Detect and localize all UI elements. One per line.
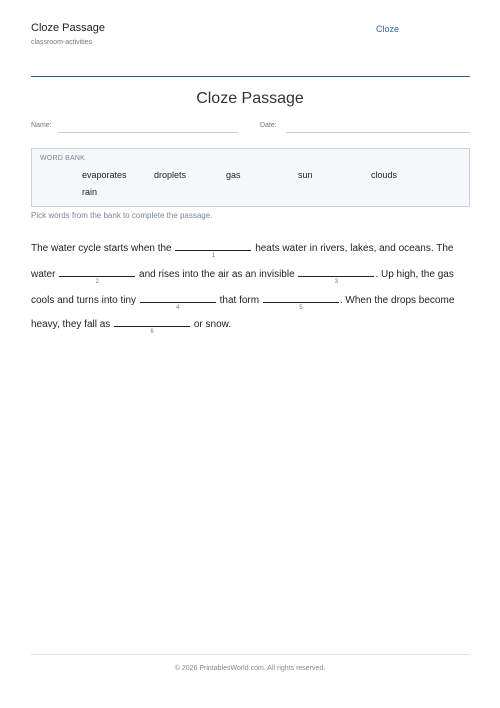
- date-field[interactable]: [286, 132, 470, 133]
- blank-4[interactable]: [140, 292, 216, 311]
- passage-text: or snow.: [193, 319, 232, 330]
- word-bank-word: evaporates: [82, 170, 127, 180]
- footer-divider: [31, 654, 470, 655]
- blank-2[interactable]: [59, 266, 135, 285]
- date-label: Date:: [260, 122, 277, 129]
- blank-3[interactable]: [298, 266, 374, 285]
- page-title: Cloze Passage: [196, 90, 304, 107]
- passage-text: cools and turns into tiny: [31, 295, 137, 306]
- passage-line: [31, 292, 471, 311]
- word-bank-word: rain: [82, 187, 98, 197]
- name-label: Name:: [31, 122, 52, 129]
- passage-text: water: [31, 269, 56, 280]
- word-bank: [31, 148, 470, 207]
- word-bank-word: sun: [298, 170, 313, 180]
- passage-text: heavy, they fall as: [31, 319, 111, 330]
- cloze-link[interactable]: Cloze: [375, 24, 399, 34]
- word-bank-word: clouds: [371, 170, 398, 180]
- blank-number: 4: [176, 305, 180, 311]
- header-divider: [31, 76, 470, 77]
- passage-line: [31, 316, 471, 335]
- name-field[interactable]: [58, 132, 238, 133]
- blank-number: 6: [150, 329, 154, 335]
- word-bank-word: gas: [226, 170, 241, 180]
- passage-text: and rises into the air as an invisible: [139, 269, 295, 280]
- passage-text: The water cycle starts when the: [31, 243, 172, 254]
- passage-text: . Up high, the gas: [375, 269, 454, 280]
- word-bank-word: droplets: [154, 170, 187, 180]
- passage-text: . When the drops become: [339, 295, 455, 306]
- blank-number: 2: [95, 279, 99, 285]
- blank-5[interactable]: [263, 292, 339, 311]
- word-bank-title: WORD BANK: [40, 155, 85, 162]
- passage-text: heats water in rivers, lakes, and oceans. The: [255, 243, 454, 254]
- blank-number: 3: [334, 279, 339, 285]
- blank-1[interactable]: [175, 240, 251, 259]
- blank-number: 5: [299, 305, 303, 311]
- blank-number: 1: [211, 253, 216, 259]
- blank-6[interactable]: [114, 316, 190, 335]
- passage-text: that form: [219, 295, 260, 306]
- header-title: Cloze Passage: [31, 22, 105, 34]
- instructions: Pick words from the bank to complete the passage.: [31, 211, 213, 220]
- passage-line: [31, 240, 471, 259]
- passage-line: [31, 266, 471, 285]
- header-subtitle: classroom-activities: [31, 39, 93, 46]
- footer-copyright: © 2026 PrintablesWorld.com. All rights reserved.: [174, 665, 326, 672]
